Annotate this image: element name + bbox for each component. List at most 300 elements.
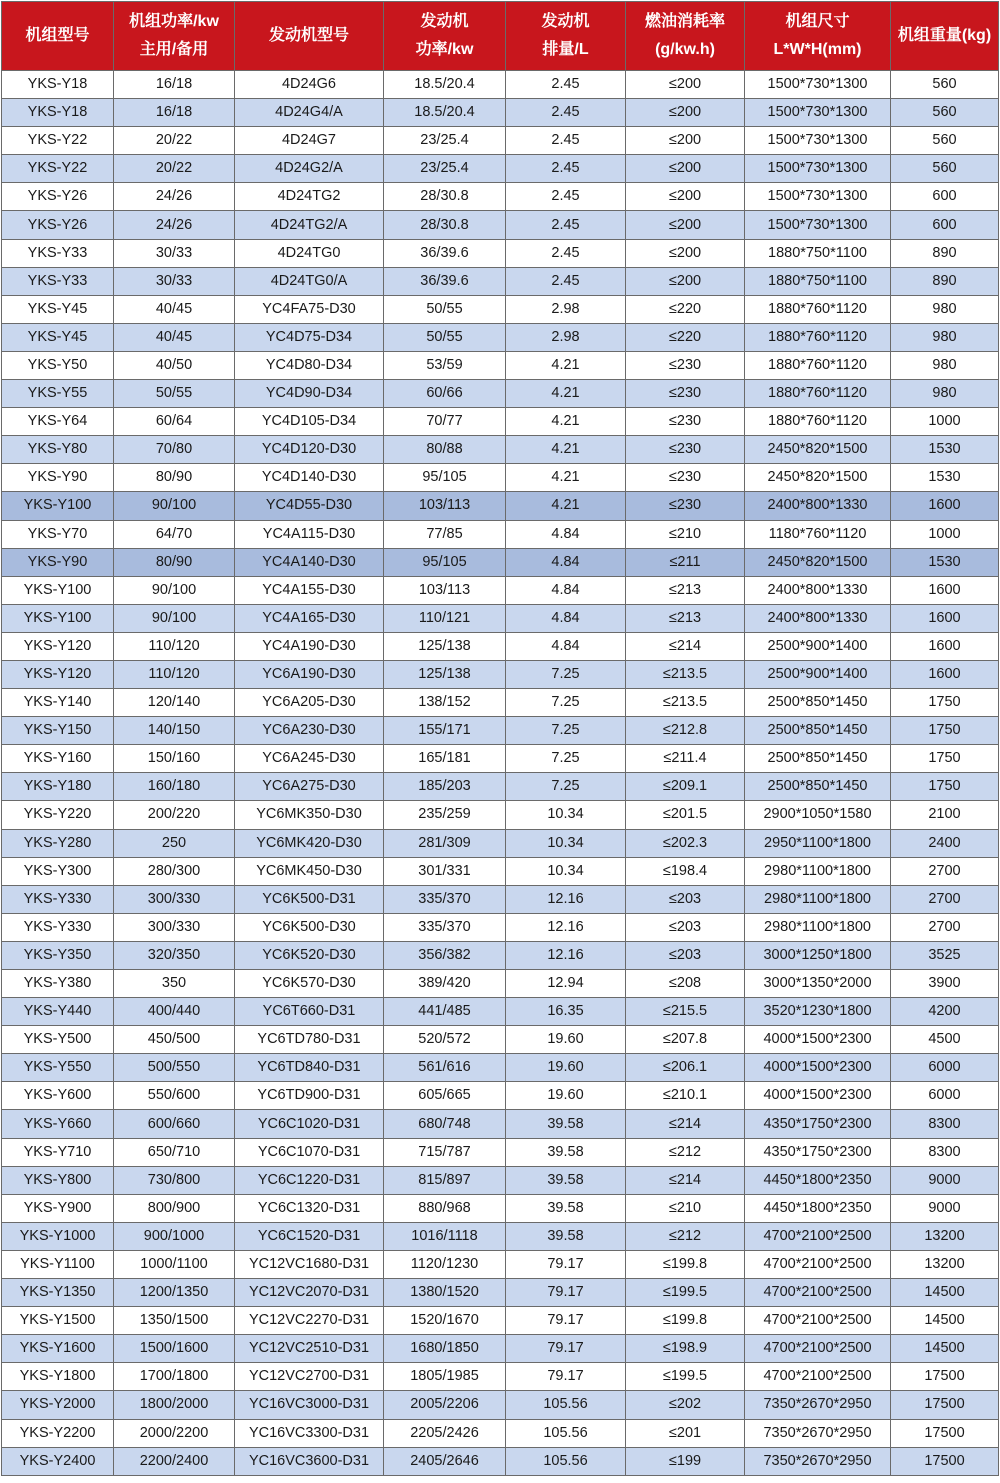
weight-cell: 2700 — [891, 913, 999, 941]
fuel-consumption-cell: ≤198.4 — [626, 857, 745, 885]
engine-model-cell: YC16VC3600-D31 — [235, 1447, 384, 1475]
engine-model-cell: YC12VC1680-D31 — [235, 1250, 384, 1278]
weight-cell: 890 — [891, 239, 999, 267]
displacement-cell: 10.34 — [506, 829, 626, 857]
engine-power-cell: 1380/1520 — [384, 1279, 506, 1307]
dimensions-cell: 2450*820*1500 — [745, 436, 891, 464]
model-cell: YKS-Y300 — [2, 857, 114, 885]
unit-power-cell: 250 — [114, 829, 235, 857]
model-cell: YKS-Y1350 — [2, 1279, 114, 1307]
weight-cell: 1530 — [891, 548, 999, 576]
unit-power-cell: 30/33 — [114, 239, 235, 267]
engine-model-cell: YC4A165-D30 — [235, 604, 384, 632]
displacement-cell: 105.56 — [506, 1447, 626, 1475]
unit-power-cell: 64/70 — [114, 520, 235, 548]
fuel-consumption-cell: ≤211.4 — [626, 745, 745, 773]
engine-power-cell: 77/85 — [384, 520, 506, 548]
weight-cell: 13200 — [891, 1222, 999, 1250]
fuel-consumption-cell: ≤212 — [626, 1138, 745, 1166]
engine-power-cell: 165/181 — [384, 745, 506, 773]
table-row — [2, 1279, 999, 1307]
engine-power-cell: 389/420 — [384, 970, 506, 998]
table-row — [2, 717, 999, 745]
dimensions-cell: 4000*1500*2300 — [745, 1054, 891, 1082]
table-row — [2, 1026, 999, 1054]
engine-model-cell: YC4D80-D34 — [235, 351, 384, 379]
engine-model-cell: 4D24TG2/A — [235, 211, 384, 239]
displacement-cell: 2.45 — [506, 99, 626, 127]
dimensions-cell: 4700*2100*2500 — [745, 1250, 891, 1278]
fuel-consumption-cell: ≤230 — [626, 436, 745, 464]
displacement-cell: 39.58 — [506, 1166, 626, 1194]
weight-cell: 2700 — [891, 885, 999, 913]
fuel-consumption-cell: ≤220 — [626, 323, 745, 351]
unit-power-cell: 90/100 — [114, 604, 235, 632]
fuel-consumption-cell: ≤230 — [626, 380, 745, 408]
header-model: 机组型号 — [2, 2, 114, 71]
table-row — [2, 1222, 999, 1250]
displacement-cell: 10.34 — [506, 801, 626, 829]
table-row — [2, 239, 999, 267]
fuel-consumption-cell: ≤209.1 — [626, 773, 745, 801]
dimensions-cell: 1880*750*1100 — [745, 239, 891, 267]
model-cell: YKS-Y1800 — [2, 1363, 114, 1391]
header-fuel-consumption: 燃油消耗率 (g/kw.h) — [626, 2, 745, 71]
engine-model-cell: YC4D120-D30 — [235, 436, 384, 464]
table-row — [2, 1447, 999, 1475]
engine-model-cell: YC12VC2270-D31 — [235, 1307, 384, 1335]
fuel-consumption-cell: ≤208 — [626, 970, 745, 998]
dimensions-cell: 7350*2670*2950 — [745, 1447, 891, 1475]
displacement-cell: 12.16 — [506, 885, 626, 913]
unit-power-cell: 300/330 — [114, 913, 235, 941]
displacement-cell: 79.17 — [506, 1250, 626, 1278]
engine-power-cell: 155/171 — [384, 717, 506, 745]
engine-model-cell: YC6A190-D30 — [235, 660, 384, 688]
weight-cell: 1530 — [891, 436, 999, 464]
engine-power-cell: 2005/2206 — [384, 1391, 506, 1419]
engine-model-cell: 4D24G2/A — [235, 155, 384, 183]
engine-power-cell: 1016/1118 — [384, 1222, 506, 1250]
engine-power-cell: 680/748 — [384, 1110, 506, 1138]
engine-power-cell: 1805/1985 — [384, 1363, 506, 1391]
engine-power-cell: 95/105 — [384, 548, 506, 576]
engine-model-cell: YC6TD780-D31 — [235, 1026, 384, 1054]
unit-power-cell: 900/1000 — [114, 1222, 235, 1250]
dimensions-cell: 2500*900*1400 — [745, 660, 891, 688]
table-row — [2, 857, 999, 885]
unit-power-cell: 24/26 — [114, 183, 235, 211]
dimensions-cell: 2450*820*1500 — [745, 464, 891, 492]
model-cell: YKS-Y280 — [2, 829, 114, 857]
engine-power-cell: 80/88 — [384, 436, 506, 464]
model-cell: YKS-Y550 — [2, 1054, 114, 1082]
dimensions-cell: 4700*2100*2500 — [745, 1335, 891, 1363]
dimensions-cell: 2950*1100*1800 — [745, 829, 891, 857]
table-row — [2, 464, 999, 492]
unit-power-cell: 140/150 — [114, 717, 235, 745]
fuel-consumption-cell: ≤220 — [626, 295, 745, 323]
unit-power-cell: 1200/1350 — [114, 1279, 235, 1307]
model-cell: YKS-Y440 — [2, 998, 114, 1026]
table-row — [2, 941, 999, 969]
unit-power-cell: 800/900 — [114, 1194, 235, 1222]
engine-model-cell: YC6TD840-D31 — [235, 1054, 384, 1082]
displacement-cell: 19.60 — [506, 1082, 626, 1110]
model-cell: YKS-Y90 — [2, 548, 114, 576]
displacement-cell: 39.58 — [506, 1222, 626, 1250]
displacement-cell: 7.25 — [506, 717, 626, 745]
unit-power-cell: 160/180 — [114, 773, 235, 801]
displacement-cell: 2.45 — [506, 267, 626, 295]
unit-power-cell: 80/90 — [114, 464, 235, 492]
table-row — [2, 1054, 999, 1082]
engine-model-cell: YC4D140-D30 — [235, 464, 384, 492]
unit-power-cell: 280/300 — [114, 857, 235, 885]
model-cell: YKS-Y710 — [2, 1138, 114, 1166]
engine-power-cell: 1120/1230 — [384, 1250, 506, 1278]
engine-model-cell: 4D24G7 — [235, 127, 384, 155]
table-row — [2, 1166, 999, 1194]
engine-power-cell: 235/259 — [384, 801, 506, 829]
engine-power-cell: 125/138 — [384, 632, 506, 660]
fuel-consumption-cell: ≤213 — [626, 576, 745, 604]
model-cell: YKS-Y2200 — [2, 1419, 114, 1447]
weight-cell: 4200 — [891, 998, 999, 1026]
table-row — [2, 913, 999, 941]
unit-power-cell: 650/710 — [114, 1138, 235, 1166]
weight-cell: 14500 — [891, 1335, 999, 1363]
engine-model-cell: YC4A140-D30 — [235, 548, 384, 576]
unit-power-cell: 24/26 — [114, 211, 235, 239]
table-row — [2, 1138, 999, 1166]
table-row — [2, 1082, 999, 1110]
dimensions-cell: 7350*2670*2950 — [745, 1391, 891, 1419]
model-cell: YKS-Y22 — [2, 127, 114, 155]
displacement-cell: 39.58 — [506, 1194, 626, 1222]
displacement-cell: 19.60 — [506, 1054, 626, 1082]
fuel-consumption-cell: ≤200 — [626, 155, 745, 183]
fuel-consumption-cell: ≤199.5 — [626, 1279, 745, 1307]
unit-power-cell: 90/100 — [114, 576, 235, 604]
model-cell: YKS-Y100 — [2, 576, 114, 604]
dimensions-cell: 2500*850*1450 — [745, 717, 891, 745]
model-cell: YKS-Y1600 — [2, 1335, 114, 1363]
weight-cell: 4500 — [891, 1026, 999, 1054]
weight-cell: 17500 — [891, 1363, 999, 1391]
engine-model-cell: YC6K500-D31 — [235, 885, 384, 913]
table-row — [2, 745, 999, 773]
table-row — [2, 492, 999, 520]
displacement-cell: 4.21 — [506, 492, 626, 520]
model-cell: YKS-Y70 — [2, 520, 114, 548]
engine-model-cell: YC6C1220-D31 — [235, 1166, 384, 1194]
fuel-consumption-cell: ≤210 — [626, 520, 745, 548]
engine-model-cell: 4D24G4/A — [235, 99, 384, 127]
fuel-consumption-cell: ≤200 — [626, 99, 745, 127]
weight-cell: 9000 — [891, 1194, 999, 1222]
fuel-consumption-cell: ≤199.5 — [626, 1363, 745, 1391]
weight-cell: 1600 — [891, 632, 999, 660]
fuel-consumption-cell: ≤199 — [626, 1447, 745, 1475]
dimensions-cell: 4350*1750*2300 — [745, 1110, 891, 1138]
displacement-cell: 4.21 — [506, 436, 626, 464]
unit-power-cell: 2200/2400 — [114, 1447, 235, 1475]
weight-cell: 1750 — [891, 689, 999, 717]
unit-power-cell: 200/220 — [114, 801, 235, 829]
engine-power-cell: 53/59 — [384, 351, 506, 379]
table-row — [2, 1307, 999, 1335]
weight-cell: 1600 — [891, 576, 999, 604]
fuel-consumption-cell: ≤210.1 — [626, 1082, 745, 1110]
dimensions-cell: 4450*1800*2350 — [745, 1194, 891, 1222]
fuel-consumption-cell: ≤230 — [626, 351, 745, 379]
displacement-cell: 4.84 — [506, 576, 626, 604]
dimensions-cell: 2980*1100*1800 — [745, 885, 891, 913]
fuel-consumption-cell: ≤230 — [626, 408, 745, 436]
unit-power-cell: 60/64 — [114, 408, 235, 436]
weight-cell: 6000 — [891, 1082, 999, 1110]
table-row — [2, 632, 999, 660]
weight-cell: 890 — [891, 267, 999, 295]
displacement-cell: 4.21 — [506, 464, 626, 492]
model-cell: YKS-Y1100 — [2, 1250, 114, 1278]
fuel-consumption-cell: ≤202 — [626, 1391, 745, 1419]
table-body — [2, 71, 999, 1476]
displacement-cell: 2.45 — [506, 211, 626, 239]
unit-power-cell: 110/120 — [114, 632, 235, 660]
weight-cell: 14500 — [891, 1279, 999, 1307]
engine-model-cell: YC12VC2510-D31 — [235, 1335, 384, 1363]
displacement-cell: 2.45 — [506, 71, 626, 99]
displacement-cell: 4.84 — [506, 520, 626, 548]
dimensions-cell: 4350*1750*2300 — [745, 1138, 891, 1166]
unit-power-cell: 90/100 — [114, 492, 235, 520]
dimensions-cell: 1880*760*1120 — [745, 351, 891, 379]
model-cell: YKS-Y45 — [2, 323, 114, 351]
unit-power-cell: 730/800 — [114, 1166, 235, 1194]
fuel-consumption-cell: ≤206.1 — [626, 1054, 745, 1082]
engine-power-cell: 2405/2646 — [384, 1447, 506, 1475]
weight-cell: 6000 — [891, 1054, 999, 1082]
weight-cell: 560 — [891, 155, 999, 183]
model-cell: YKS-Y1000 — [2, 1222, 114, 1250]
engine-power-cell: 520/572 — [384, 1026, 506, 1054]
displacement-cell: 16.35 — [506, 998, 626, 1026]
model-cell: YKS-Y1500 — [2, 1307, 114, 1335]
table-row — [2, 885, 999, 913]
weight-cell: 17500 — [891, 1419, 999, 1447]
weight-cell: 8300 — [891, 1110, 999, 1138]
unit-power-cell: 1500/1600 — [114, 1335, 235, 1363]
unit-power-cell: 300/330 — [114, 885, 235, 913]
model-cell: YKS-Y2000 — [2, 1391, 114, 1419]
model-cell: YKS-Y18 — [2, 71, 114, 99]
engine-model-cell: YC6A230-D30 — [235, 717, 384, 745]
model-cell: YKS-Y600 — [2, 1082, 114, 1110]
dimensions-cell: 1500*730*1300 — [745, 211, 891, 239]
table-row — [2, 408, 999, 436]
table-row — [2, 660, 999, 688]
engine-power-cell: 441/485 — [384, 998, 506, 1026]
table-row — [2, 1419, 999, 1447]
engine-model-cell: YC4D55-D30 — [235, 492, 384, 520]
model-cell: YKS-Y45 — [2, 295, 114, 323]
engine-model-cell: YC4FA75-D30 — [235, 295, 384, 323]
engine-model-cell: YC6C1070-D31 — [235, 1138, 384, 1166]
model-cell: YKS-Y90 — [2, 464, 114, 492]
dimensions-cell: 2900*1050*1580 — [745, 801, 891, 829]
weight-cell: 600 — [891, 183, 999, 211]
model-cell: YKS-Y50 — [2, 351, 114, 379]
engine-power-cell: 18.5/20.4 — [384, 71, 506, 99]
table-row — [2, 1335, 999, 1363]
displacement-cell: 39.58 — [506, 1138, 626, 1166]
table-row — [2, 520, 999, 548]
displacement-cell: 4.84 — [506, 604, 626, 632]
engine-model-cell: YC6C1320-D31 — [235, 1194, 384, 1222]
engine-model-cell: YC4A190-D30 — [235, 632, 384, 660]
fuel-consumption-cell: ≤199.8 — [626, 1250, 745, 1278]
engine-model-cell: YC16VC3300-D31 — [235, 1419, 384, 1447]
header-engine-model: 发动机型号 — [235, 2, 384, 71]
table-row — [2, 548, 999, 576]
table-row — [2, 71, 999, 99]
dimensions-cell: 4700*2100*2500 — [745, 1279, 891, 1307]
dimensions-cell: 1880*760*1120 — [745, 380, 891, 408]
weight-cell: 2100 — [891, 801, 999, 829]
weight-cell: 560 — [891, 71, 999, 99]
unit-power-cell: 350 — [114, 970, 235, 998]
model-cell: YKS-Y220 — [2, 801, 114, 829]
weight-cell: 980 — [891, 323, 999, 351]
table-row — [2, 829, 999, 857]
unit-power-cell: 320/350 — [114, 941, 235, 969]
engine-power-cell: 301/331 — [384, 857, 506, 885]
engine-power-cell: 281/309 — [384, 829, 506, 857]
weight-cell: 2700 — [891, 857, 999, 885]
dimensions-cell: 2500*850*1450 — [745, 745, 891, 773]
dimensions-cell: 1500*730*1300 — [745, 155, 891, 183]
engine-power-cell: 60/66 — [384, 380, 506, 408]
displacement-cell: 7.25 — [506, 745, 626, 773]
engine-model-cell: YC6A205-D30 — [235, 689, 384, 717]
table-row — [2, 1194, 999, 1222]
fuel-consumption-cell: ≤213.5 — [626, 689, 745, 717]
header-weight: 机组重量(kg) — [891, 2, 999, 71]
engine-model-cell: YC12VC2700-D31 — [235, 1363, 384, 1391]
weight-cell: 17500 — [891, 1447, 999, 1475]
table-row — [2, 576, 999, 604]
dimensions-cell: 1500*730*1300 — [745, 99, 891, 127]
engine-model-cell: 4D24TG0/A — [235, 267, 384, 295]
weight-cell: 1750 — [891, 717, 999, 745]
fuel-consumption-cell: ≤214 — [626, 1166, 745, 1194]
dimensions-cell: 4700*2100*2500 — [745, 1363, 891, 1391]
model-cell: YKS-Y100 — [2, 492, 114, 520]
displacement-cell: 4.21 — [506, 351, 626, 379]
model-cell: YKS-Y660 — [2, 1110, 114, 1138]
fuel-consumption-cell: ≤200 — [626, 71, 745, 99]
weight-cell: 13200 — [891, 1250, 999, 1278]
fuel-consumption-cell: ≤200 — [626, 211, 745, 239]
engine-power-cell: 815/897 — [384, 1166, 506, 1194]
dimensions-cell: 2980*1100*1800 — [745, 913, 891, 941]
unit-power-cell: 110/120 — [114, 660, 235, 688]
table-row — [2, 801, 999, 829]
unit-power-cell: 40/50 — [114, 351, 235, 379]
header-row — [2, 2, 999, 71]
weight-cell: 1600 — [891, 492, 999, 520]
displacement-cell: 7.25 — [506, 660, 626, 688]
engine-model-cell: YC6C1020-D31 — [235, 1110, 384, 1138]
weight-cell: 980 — [891, 295, 999, 323]
model-cell: YKS-Y120 — [2, 632, 114, 660]
weight-cell: 1600 — [891, 660, 999, 688]
engine-model-cell: YC6K570-D30 — [235, 970, 384, 998]
displacement-cell: 4.21 — [506, 408, 626, 436]
table-row — [2, 604, 999, 632]
engine-power-cell: 103/113 — [384, 576, 506, 604]
unit-power-cell: 1700/1800 — [114, 1363, 235, 1391]
fuel-consumption-cell: ≤214 — [626, 632, 745, 660]
engine-power-cell: 28/30.8 — [384, 183, 506, 211]
dimensions-cell: 2400*800*1330 — [745, 576, 891, 604]
displacement-cell: 7.25 — [506, 689, 626, 717]
engine-power-cell: 335/370 — [384, 885, 506, 913]
engine-model-cell: YC6MK450-D30 — [235, 857, 384, 885]
engine-power-cell: 50/55 — [384, 323, 506, 351]
dimensions-cell: 7350*2670*2950 — [745, 1419, 891, 1447]
engine-power-cell: 28/30.8 — [384, 211, 506, 239]
model-cell: YKS-Y800 — [2, 1166, 114, 1194]
engine-power-cell: 36/39.6 — [384, 239, 506, 267]
model-cell: YKS-Y22 — [2, 155, 114, 183]
unit-power-cell: 20/22 — [114, 155, 235, 183]
fuel-consumption-cell: ≤201 — [626, 1419, 745, 1447]
model-cell: YKS-Y100 — [2, 604, 114, 632]
displacement-cell: 10.34 — [506, 857, 626, 885]
model-cell: YKS-Y900 — [2, 1194, 114, 1222]
engine-model-cell: YC12VC2070-D31 — [235, 1279, 384, 1307]
displacement-cell: 2.45 — [506, 183, 626, 211]
engine-model-cell: YC6K500-D30 — [235, 913, 384, 941]
model-cell: YKS-Y160 — [2, 745, 114, 773]
dimensions-cell: 4450*1800*2350 — [745, 1166, 891, 1194]
displacement-cell: 39.58 — [506, 1110, 626, 1138]
fuel-consumption-cell: ≤213.5 — [626, 660, 745, 688]
model-cell: YKS-Y150 — [2, 717, 114, 745]
displacement-cell: 12.16 — [506, 913, 626, 941]
model-cell: YKS-Y26 — [2, 183, 114, 211]
engine-power-cell: 185/203 — [384, 773, 506, 801]
engine-power-cell: 2205/2426 — [384, 1419, 506, 1447]
unit-power-cell: 70/80 — [114, 436, 235, 464]
weight-cell: 8300 — [891, 1138, 999, 1166]
unit-power-cell: 120/140 — [114, 689, 235, 717]
weight-cell: 17500 — [891, 1391, 999, 1419]
engine-power-cell: 1680/1850 — [384, 1335, 506, 1363]
engine-power-cell: 356/382 — [384, 941, 506, 969]
generator-spec-table — [1, 1, 999, 1476]
engine-model-cell: 4D24G6 — [235, 71, 384, 99]
engine-power-cell: 110/121 — [384, 604, 506, 632]
fuel-consumption-cell: ≤214 — [626, 1110, 745, 1138]
displacement-cell: 12.94 — [506, 970, 626, 998]
engine-power-cell: 561/616 — [384, 1054, 506, 1082]
displacement-cell: 2.45 — [506, 155, 626, 183]
unit-power-cell: 500/550 — [114, 1054, 235, 1082]
